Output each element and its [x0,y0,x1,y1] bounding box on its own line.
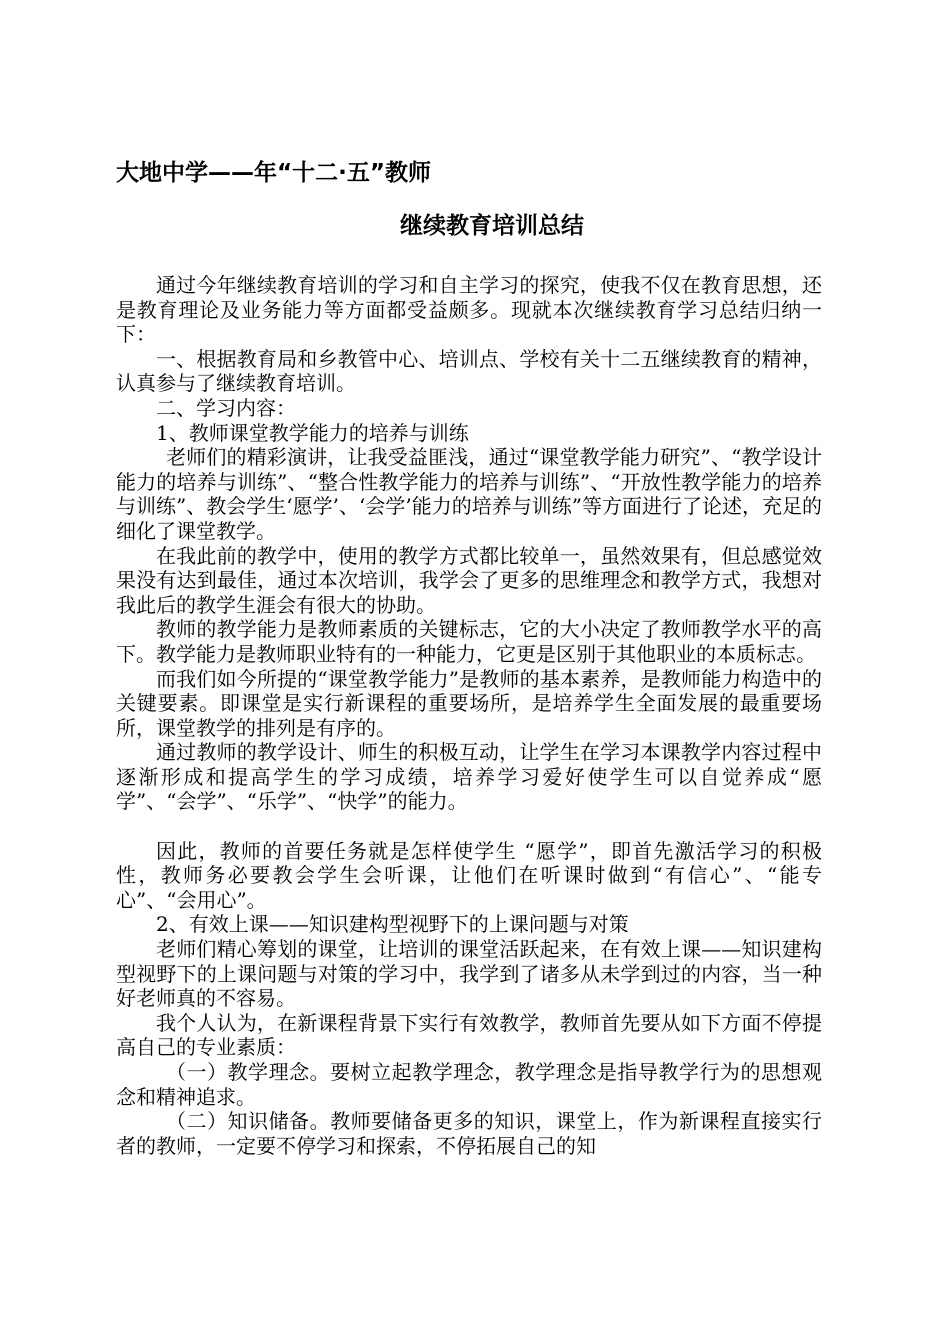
paragraph: 因此，教师的首要任务就是怎样使学生 “愿学”，即首先激活学习的积极性，教师务必要教会学生会听课，让他们在听课时做到“有信心”、“能专心”、“会用心”。 [116,838,822,912]
paragraph: 在我此前的教学中，使用的教学方式都比较单一，虽然效果有，但总感觉效果没有达到最佳，通过本次培训，我学会了更多的思维理念和教学方式，我想对我此后的教学生涯会有很大的协助。 [116,543,822,617]
paragraph: （二）知识储备。教师要储备更多的知识，课堂上，作为新课程直接实行者的教师，一定要不停学习和探索，不停拓展自己的知 [116,1109,822,1158]
paragraph: 二、学习内容： [156,395,296,420]
paragraph: 老师们的精彩演讲，让我受益匪浅，通过“课堂教学能力研究”、“教学设计能力的培养与训练”、“整合性教学能力的培养与训练”、“开放性教学能力的培养与训练”、教会学生‘愿学’、‘会学’能力的培养与训练”等方面进行了论述，充足的细化了课堂教学。 [116,445,822,543]
paragraph: 我个人认为，在新课程背景下实行有效教学，教师首先要从如下方面不停提高自己的专业素质： [116,1010,822,1060]
paragraph: 而我们如今所提的“课堂教学能力”是教师的基本素养，是教师能力构造中的关键要素。即课堂是实行新课程的重要场所，是培养学生全面发展的最重要场所，课堂教学的排列是有序的。 [116,666,822,740]
section-heading: 1、教师课堂教学能力的培养与训练 [156,420,469,445]
document-subtitle: 继续教育培训总结 [400,213,584,239]
section-heading: 2、有效上课——知识建构型视野下的上课问题与对策 [156,912,629,937]
document-body [116,273,822,1158]
paragraph: 教师的教学能力是教师素质的关键标志，它的大小决定了教师教学水平的高下。教学能力是教师职业特有的一种能力，它更是区别于其他职业的本质标志。 [116,617,822,666]
paragraph: 通过今年继续教育培训的学习和自主学习的探究，使我不仅在教育思想，还是教育理论及业务能力等方面都受益颇多。现就本次继续教育学习总结归纳一下： [116,273,822,347]
paragraph: 一、根据教育局和乡教管中心、培训点、学校有关十二五继续教育的精神，认真参与了继续教育培训。 [116,346,822,396]
paragraph: （一）教学理念。要树立起教学理念，教学理念是指导教学行为的思想观念和精神追求。 [116,1060,822,1109]
paragraph: 通过教师的教学设计、师生的积极互动，让学生在学习本课教学内容过程中逐渐形成和提高学生的学习成绩，培养学习爱好使学生可以自觉养成“愿学”、“会学”、“乐学”、“快学”的能力。 [116,740,822,814]
paragraph: 老师们精心筹划的课堂，让培训的课堂活跃起来，在有效上课——知识建构型视野下的上课问题与对策的学习中，我学到了诸多从未学到过的内容，当一种好老师真的不容易。 [116,937,822,1011]
document-title: 大地中学——年“十二·五”教师 [116,160,431,186]
